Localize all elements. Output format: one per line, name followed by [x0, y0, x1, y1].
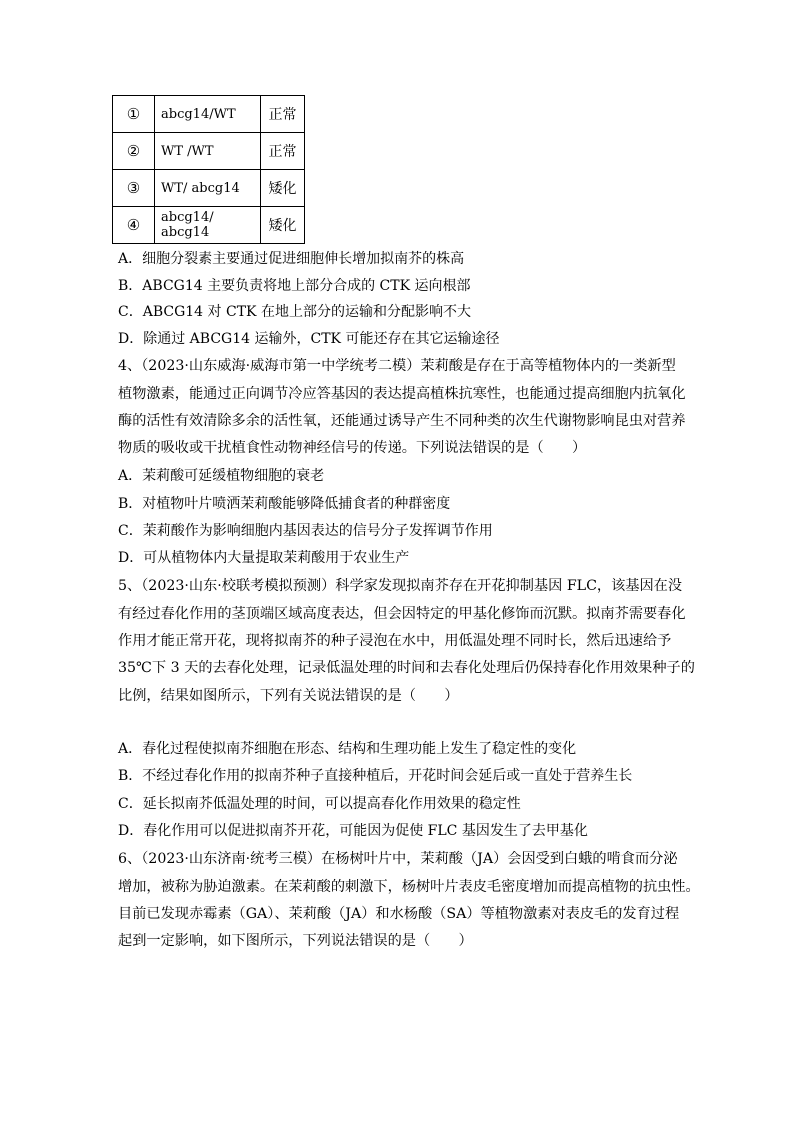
q4-stem-line: 植物激素，能通过正向调节冷应答基因的表达提高植株抗寒性，也能通过提高细胞内抗氧化	[118, 386, 686, 402]
q3-option-b: B．ABCG14 主要负责将地上部分合成的 CTK 运向根部	[118, 278, 471, 294]
row-number: ②	[113, 133, 155, 170]
phenotype: 正常	[261, 133, 305, 170]
phenotype: 矮化	[261, 170, 305, 207]
q4-stem-line: 物质的吸收或干扰植食性动物神经信号的传递。下列说法错误的是（ ）	[118, 440, 587, 456]
q4-option-d: D．可从植物体内大量提取茉莉酸用于农业生产	[118, 550, 410, 566]
row-number: ④	[113, 207, 155, 244]
q4-stem-line: 酶的活性有效清除多余的活性氧，还能通过诱导产生不同种类的次生代谢物影响昆虫对营养	[118, 413, 686, 429]
q3-option-d: D．除通过 ABCG14 运输外，CTK 可能还存在其它运输途径	[118, 331, 500, 347]
phenotype: 矮化	[261, 207, 305, 244]
q3-option-c: C．ABCG14 对 CTK 在地上部分的运输和分配影响不大	[118, 304, 471, 320]
table-row	[113, 133, 305, 170]
graft-combination: WT /WT	[155, 133, 261, 170]
graft-combination: WT/ abcg14	[155, 170, 261, 207]
table-row	[113, 207, 305, 244]
q4-option-a: A．茉莉酸可延缓植物细胞的衰老	[118, 468, 325, 484]
graft-combination: abcg14/WT	[155, 96, 261, 133]
q5-option-b: B．不经过春化作用的拟南芥种子直接种植后，开花时间会延后或一直处于营养生长	[118, 768, 633, 784]
q4-option-c: C．茉莉酸作为影响细胞内基因表达的信号分子发挥调节作用	[118, 523, 493, 539]
q5-stem-line: 有经过春化作用的茎顶端区域高度表达，但会因特定的甲基化修饰而沉默。拟南芥需要春化	[118, 606, 686, 622]
q6-stem-line: 6、（2023·山东济南·统考三模）在杨树叶片中，茉莉酸（JA）会因受到白蛾的啃食而分泌	[118, 851, 678, 867]
q4-option-b: B．对植物叶片喷洒茉莉酸能够降低捕食者的种群密度	[118, 496, 451, 512]
table-row	[113, 96, 305, 133]
phenotype: 正常	[261, 96, 305, 133]
q6-stem-line: 起到一定影响，如下图所示，下列说法错误的是（ ）	[118, 933, 473, 949]
grafting-results-table	[112, 95, 305, 244]
row-number: ③	[113, 170, 155, 207]
q3-option-a: A．细胞分裂素主要通过促进细胞伸长增加拟南芥的株高	[118, 251, 465, 267]
table-row	[113, 170, 305, 207]
q5-stem-line: 35℃下 3 天的去春化处理，记录低温处理的时间和去春化处理后仍保持春化作用效果种子的	[118, 660, 695, 676]
row-number: ①	[113, 96, 155, 133]
q5-stem-line: 比例，结果如图所示，下列有关说法错误的是（ ）	[118, 688, 459, 704]
q4-stem-line: 4、（2023·山东威海·威海市第一中学统考二模）茉莉酸是存在于高等植物体内的一类新型	[118, 358, 676, 374]
q5-stem-line: 5、（2023·山东·校联考模拟预测）科学家发现拟南芥存在开花抑制基因 FLC，该基因在没	[118, 578, 683, 594]
q5-option-d: D．春化作用可以促进拟南芥开花，可能因为促使 FLC 基因发生了去甲基化	[118, 823, 588, 839]
q6-stem-line: 目前已发现赤霉素（GA）、茉莉酸（JA）和水杨酸（SA）等植物激素对表皮毛的发育过程	[118, 906, 680, 922]
q5-option-a: A．春化过程使拟南芥细胞在形态、结构和生理功能上发生了稳定性的变化	[118, 741, 577, 757]
q6-stem-line: 增加，被称为胁迫激素。在茉莉酸的刺激下，杨树叶片表皮毛密度增加而提高植物的抗虫性。	[118, 879, 700, 895]
q5-option-c: C．延长拟南芥低温处理的时间，可以提高春化作用效果的稳定性	[118, 796, 521, 812]
q5-stem-line: 作用才能正常开花，现将拟南芥的种子浸泡在水中，用低温处理不同时长，然后迅速给予	[118, 633, 672, 649]
graft-combination: abcg14/ abcg14	[155, 207, 261, 244]
